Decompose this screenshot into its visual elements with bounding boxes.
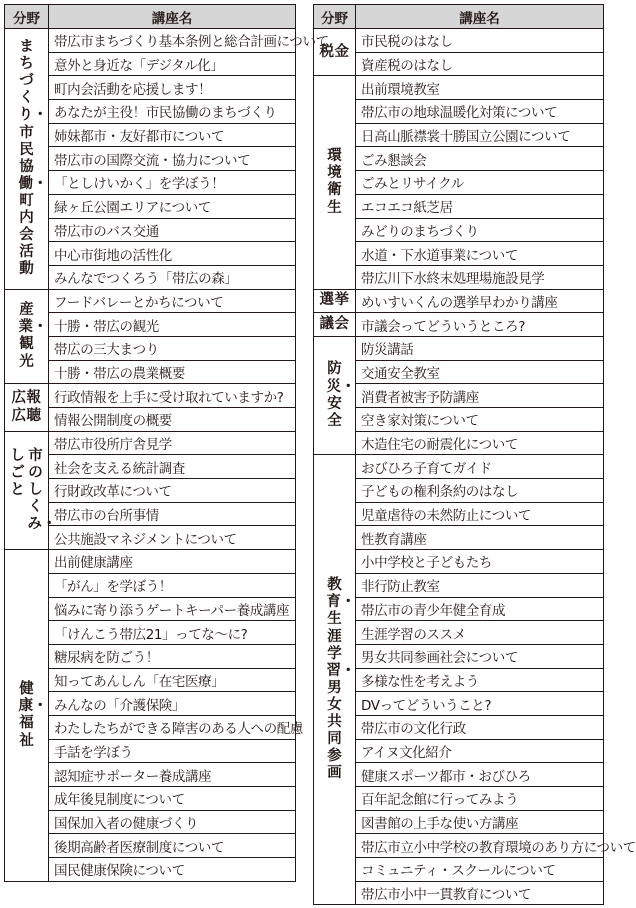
category-label: 健康・福祉 bbox=[18, 681, 48, 749]
table-row bbox=[5, 194, 296, 218]
table-row bbox=[314, 479, 604, 503]
table-row bbox=[5, 692, 296, 716]
table-row bbox=[5, 52, 296, 76]
course-name: 認知症サポーター養成講座 bbox=[49, 763, 296, 787]
table-row bbox=[314, 810, 604, 834]
course-name: 手話を学ぼう bbox=[49, 739, 296, 763]
course-name: 糖尿病を防ごう！ bbox=[49, 644, 296, 668]
category-label: 選挙 bbox=[319, 292, 350, 309]
table-row bbox=[5, 668, 296, 692]
course-name: 消費者被害予防講座 bbox=[356, 384, 604, 408]
category-label: まちづくり・市民協働・町内会活動 bbox=[18, 39, 48, 278]
course-name: 子どもの権利条約のはなし bbox=[356, 479, 604, 503]
table-row bbox=[5, 100, 296, 124]
table-row bbox=[314, 194, 604, 218]
table-row bbox=[314, 313, 604, 337]
course-name: 図書館の上手な使い方講座 bbox=[356, 810, 604, 834]
table-row bbox=[5, 76, 296, 100]
table-row bbox=[5, 573, 296, 597]
course-name: 社会を支える統計調査 bbox=[49, 455, 296, 479]
table-row bbox=[314, 336, 604, 360]
course-name: 木造住宅の耐震化について bbox=[356, 431, 604, 455]
table-row bbox=[314, 242, 604, 266]
category-label: 広報 bbox=[11, 390, 42, 407]
table-row bbox=[314, 739, 604, 763]
table-row bbox=[314, 289, 604, 313]
category-cell bbox=[314, 29, 356, 76]
table-row bbox=[5, 810, 296, 834]
table-row bbox=[5, 384, 296, 408]
table-row bbox=[314, 76, 604, 100]
course-name: 後期高齢者医療制度について bbox=[49, 834, 296, 858]
table-row bbox=[314, 881, 604, 905]
table-row bbox=[314, 787, 604, 811]
course-name: 百年記念館に行ってみよう bbox=[356, 787, 604, 811]
course-name: めいすいくんの選挙早わかり講座 bbox=[356, 289, 604, 313]
course-name: 出前健康講座 bbox=[49, 550, 296, 574]
table-row bbox=[314, 834, 604, 858]
course-name: アイヌ文化紹介 bbox=[356, 739, 604, 763]
table-row bbox=[5, 336, 296, 360]
table-row bbox=[314, 29, 604, 53]
table-row bbox=[314, 858, 604, 882]
course-name: みんなでつくろう「帯広の森」 bbox=[49, 265, 296, 289]
table-row bbox=[5, 739, 296, 763]
course-name: 児童虐待の未然防止について bbox=[356, 502, 604, 526]
category-label: しごと bbox=[10, 447, 25, 498]
course-name: フードバレーとかちについて bbox=[49, 289, 296, 313]
table-row bbox=[314, 384, 604, 408]
table-row bbox=[5, 550, 296, 574]
course-name: 姉妹都市・友好都市について bbox=[49, 123, 296, 147]
category-cell bbox=[5, 431, 57, 549]
category-cell bbox=[314, 455, 356, 905]
table-row bbox=[314, 52, 604, 76]
category-label: 広聴 bbox=[11, 407, 42, 424]
course-name: 防災講話 bbox=[356, 336, 604, 360]
category-header: 分野 bbox=[314, 5, 356, 29]
course-name: 十勝・帯広の観光 bbox=[49, 313, 296, 337]
category-label: 産業・観光 bbox=[18, 302, 48, 370]
table-row bbox=[5, 763, 296, 787]
table-row bbox=[314, 455, 604, 479]
table-row bbox=[314, 715, 604, 739]
category-label: 教育・生涯学習・男女共同参画 bbox=[326, 577, 356, 782]
table-row bbox=[5, 431, 296, 455]
table-row bbox=[5, 171, 296, 195]
course-name: みどりのまちづくり bbox=[356, 218, 604, 242]
course-name: 多様な性を考えよう bbox=[356, 668, 604, 692]
course-name: 出前環境教室 bbox=[356, 76, 604, 100]
course-name: あなたが主役！市民協働のまちづくり bbox=[49, 100, 296, 124]
course-name: 意外と身近な「デジタル化」 bbox=[49, 52, 296, 76]
table-row bbox=[5, 265, 296, 289]
table-row bbox=[314, 526, 604, 550]
table-row bbox=[5, 621, 296, 645]
course-name: みんなの「介護保険」 bbox=[49, 692, 296, 716]
course-name: 性教育講座 bbox=[356, 526, 604, 550]
course-name: 水道・下水道事業について bbox=[356, 242, 604, 266]
table-row bbox=[314, 668, 604, 692]
table-row bbox=[314, 763, 604, 787]
category-label: 税金 bbox=[319, 43, 350, 60]
table-row bbox=[5, 242, 296, 266]
course-name: 帯広市役所庁舎見学 bbox=[49, 431, 296, 455]
table-row bbox=[5, 715, 296, 739]
course-name: 帯広川下水終末処理場施設見学 bbox=[356, 265, 604, 289]
course-name: 十勝・帯広の農業概要 bbox=[49, 360, 296, 384]
course-name: 成年後見制度について bbox=[49, 787, 296, 811]
table-row bbox=[314, 644, 604, 668]
table-row bbox=[5, 455, 296, 479]
category-label: 環境衛生 bbox=[327, 148, 342, 216]
table-row bbox=[5, 787, 296, 811]
course-name: 行政情報を上手に受け取れていますか? bbox=[49, 384, 296, 408]
course-name: 帯広市立小中学校の教育環境のあり方について bbox=[356, 834, 604, 858]
table-row bbox=[5, 479, 296, 503]
table-row bbox=[314, 100, 604, 124]
course-name: 生涯学習のススメ bbox=[356, 621, 604, 645]
course-name: 悩みに寄り添うゲートキーパー養成講座 bbox=[49, 597, 296, 621]
course-name: 「がん」を学ぼう！ bbox=[49, 573, 296, 597]
table-row bbox=[5, 597, 296, 621]
table-row bbox=[5, 360, 296, 384]
course-name: 帯広市の台所事情 bbox=[49, 502, 296, 526]
table-row bbox=[314, 692, 604, 716]
table-row bbox=[5, 834, 296, 858]
course-name: 帯広市の文化行政 bbox=[356, 715, 604, 739]
table-row bbox=[314, 573, 604, 597]
course-name: 帯広市まちづくり基本条例と総合計画について bbox=[49, 29, 296, 53]
table-row bbox=[314, 621, 604, 645]
category-header: 分野 bbox=[5, 5, 49, 29]
table-row bbox=[5, 29, 296, 53]
course-name: 帯広市のバス交通 bbox=[49, 218, 296, 242]
category-cell bbox=[5, 289, 49, 384]
course-name: 市民税のはなし bbox=[356, 29, 604, 53]
course-header: 講座名 bbox=[356, 5, 604, 29]
course-name: 町内会活動を応援します！ bbox=[49, 76, 296, 100]
table-row bbox=[314, 431, 604, 455]
course-name: 公共施設マネジメントについて bbox=[49, 526, 296, 550]
course-name: 帯広市の地球温暖化対策について bbox=[356, 100, 604, 124]
course-name: コミュニティ・スクールについて bbox=[356, 858, 604, 882]
table-row bbox=[314, 147, 604, 171]
category-label: 議会 bbox=[319, 316, 350, 333]
course-name: 帯広市の青少年健全育成 bbox=[356, 597, 604, 621]
table-row bbox=[5, 644, 296, 668]
course-name: 小中学校と子どもたち bbox=[356, 550, 604, 574]
course-name: 「としけいかく」を学ぼう！ bbox=[49, 171, 296, 195]
course-name: わたしたちができる障害のある人への配慮 bbox=[49, 715, 296, 739]
category-label: 防災・安全 bbox=[326, 361, 356, 429]
table-row bbox=[314, 360, 604, 384]
course-name: 帯広市小中一貫教育について bbox=[356, 881, 604, 905]
table-row bbox=[5, 313, 296, 337]
category-cell bbox=[5, 384, 49, 431]
table-row bbox=[5, 218, 296, 242]
course-name: 中心市街地の活性化 bbox=[49, 242, 296, 266]
table-row bbox=[5, 147, 296, 171]
table-row bbox=[5, 858, 296, 882]
course-name: 資産税のはなし bbox=[356, 52, 604, 76]
course-name: 健康スポーツ都市・おびひろ bbox=[356, 763, 604, 787]
course-name: 帯広市の国際交流・協力について bbox=[49, 147, 296, 171]
course-name: おびひろ子育てガイド bbox=[356, 455, 604, 479]
table-row bbox=[314, 597, 604, 621]
course-name: 非行防止教室 bbox=[356, 573, 604, 597]
table-row bbox=[5, 123, 296, 147]
course-name: 行財政改革について bbox=[49, 479, 296, 503]
category-cell bbox=[5, 550, 49, 882]
table-row bbox=[314, 171, 604, 195]
course-name: 知ってあんしん「在宅医療」 bbox=[49, 668, 296, 692]
course-name: 情報公開制度の概要 bbox=[49, 408, 296, 432]
course-name: ごみ懇談会 bbox=[356, 147, 604, 171]
course-name: 空き家対策について bbox=[356, 408, 604, 432]
category-cell bbox=[314, 76, 356, 289]
table-row bbox=[314, 265, 604, 289]
category-cell bbox=[314, 289, 356, 313]
category-cell bbox=[5, 29, 49, 290]
table-row bbox=[314, 123, 604, 147]
course-name: 帯広の三大まつり bbox=[49, 336, 296, 360]
table-row bbox=[5, 408, 296, 432]
course-name: 国民健康保険について bbox=[49, 858, 296, 882]
category-cell bbox=[314, 336, 356, 454]
course-header: 講座名 bbox=[49, 5, 296, 29]
right-course-table bbox=[313, 4, 636, 905]
left-course-table bbox=[4, 4, 329, 882]
course-name: ごみとリサイクル bbox=[356, 171, 604, 195]
course-name: 緑ヶ丘公園エリアについて bbox=[49, 194, 296, 218]
course-name: DVってどういうこと? bbox=[356, 692, 604, 716]
table-row bbox=[314, 408, 604, 432]
table-row bbox=[314, 502, 604, 526]
table-row bbox=[314, 218, 604, 242]
table-row bbox=[314, 550, 604, 574]
course-name: エコエコ紙芝居 bbox=[356, 194, 604, 218]
course-name: 市議会ってどういうところ? bbox=[356, 313, 604, 337]
course-name: 日高山脈襟裳十勝国立公園について bbox=[356, 123, 604, 147]
course-name: 男女共同参画社会について bbox=[356, 644, 604, 668]
course-name: 国保加入者の健康づくり bbox=[49, 810, 296, 834]
course-name: 交通安全教室 bbox=[356, 360, 604, 384]
category-label: 市のしくみ・ bbox=[27, 447, 57, 533]
category-cell bbox=[314, 313, 356, 337]
table-row bbox=[5, 289, 296, 313]
course-name: 「けんこう帯広21」ってな〜に? bbox=[49, 621, 296, 645]
